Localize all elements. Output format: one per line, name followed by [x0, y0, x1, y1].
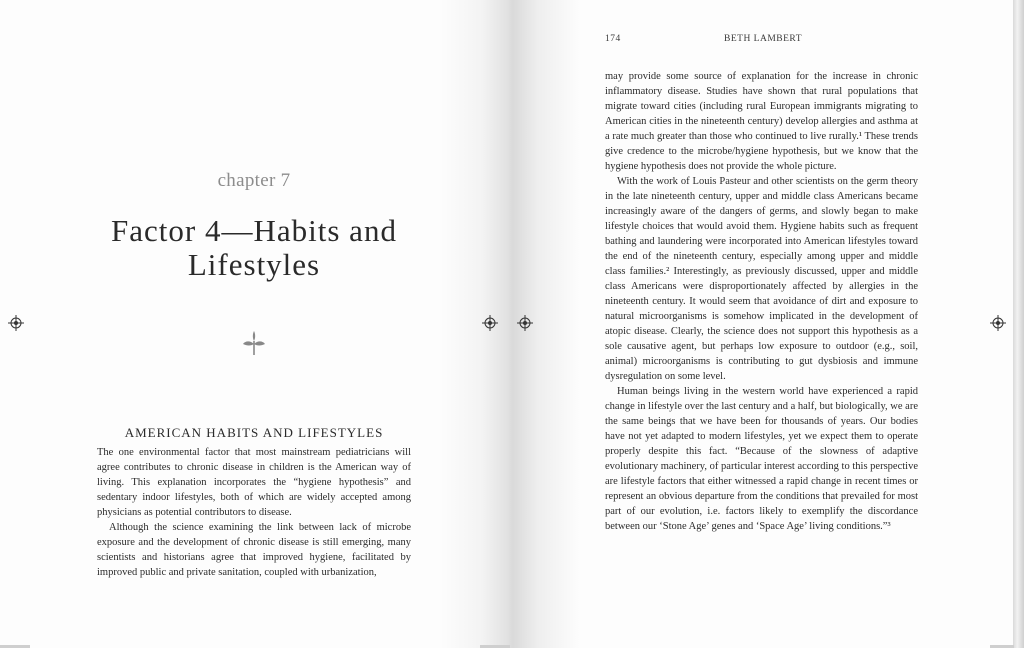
registration-mark-icon	[8, 315, 24, 331]
left-body-text	[97, 445, 411, 580]
paragraph: With the work of Louis Pasteur and other scientists on the germ theory in the late nineteenth century, upper and middle class Americans became increasingly aware of the dangers of germs, and slowly began to make lifestyle choices that would avoid them. Hygiene habits such as frequent bathing and laundering were incorporated into American lifestyles toward the end of the nineteenth century, especially among upper and middle class families.² Interestingly, as previously discussed, upper and middle class Americans were disproportionately affected by allergies in the nineteenth century. It would seem that avoidance of dirt and exposure to natural microorganisms is somehow implicated in the development of atopic disease. Clearly, the science does not support this hypothesis as a sole causative agent, but perhaps low exposure to outdoor (e.g., soil, animal) microorganisms is contributing to gut dysbiosis and immune dysregulation on some level.	[605, 176, 918, 382]
paragraph: Human beings living in the western world have experienced a rapid change in lifestyle over the last century and a half, but biologically, we are the same beings that we have been for thousands of years. Our bodies have not yet adapted to modern lifestyles, yet we expect them to operate properly despite this fact. “Because of the slowness of adaptive evolutionary machinery, of particular interest according to this perspective are lifestyle factors that either witnessed a rapid change in recent times or represent an obvious departure from the conditions that prevailed for most part of our evolution, i.e. factors likely to exemplify the discordance between our ‘Stone Age’ genes and ‘Space Age’ living conditions.”³	[605, 386, 918, 532]
right-body-text	[605, 69, 918, 534]
chapter-title: Factor 4—Habits and Lifestyles	[111, 213, 397, 282]
registration-mark-icon	[990, 315, 1006, 331]
page-edge	[1013, 0, 1024, 648]
running-head: BETH LAMBERT	[724, 34, 802, 44]
section-heading: AMERICAN HABITS AND LIFESTYLES	[124, 425, 384, 440]
paragraph: may provide some source of explanation for the increase in chronic inflammatory disease. Studies have shown that rural populations that migrate toward cities (including rural European immigrants migrating to American cities in the nineteenth century) develop allergies and asthma at a rate much greater than those who continued to live rurally.¹ These trends give credence to the microbe/hygiene hypothesis, but we know that the hygiene hypothesis does not provide the whole picture.	[605, 71, 918, 172]
paragraph: Although the science examining the link between lack of microbe exposure and the development of chronic disease is still emerging, many scientists and historians agree that improved hygiene, facilitated by improved public and private sanitation, coupled with urbanization,	[97, 522, 411, 578]
registration-mark-icon	[517, 315, 533, 331]
registration-mark-icon	[482, 315, 498, 331]
leaf-sprig-icon	[241, 330, 267, 356]
paragraph: The one environmental factor that most mainstream pediatricians will agree contributes to chronic disease in children is the American way of living. This explanation incorporates the “hygiene hypothesis” and sedentary indoor lifestyles, both of which are widely accepted among physicians as potential contributors to disease.	[97, 447, 411, 518]
chapter-label: chapter 7	[217, 170, 291, 191]
page-number: 174	[605, 34, 621, 44]
left-page	[0, 0, 510, 648]
